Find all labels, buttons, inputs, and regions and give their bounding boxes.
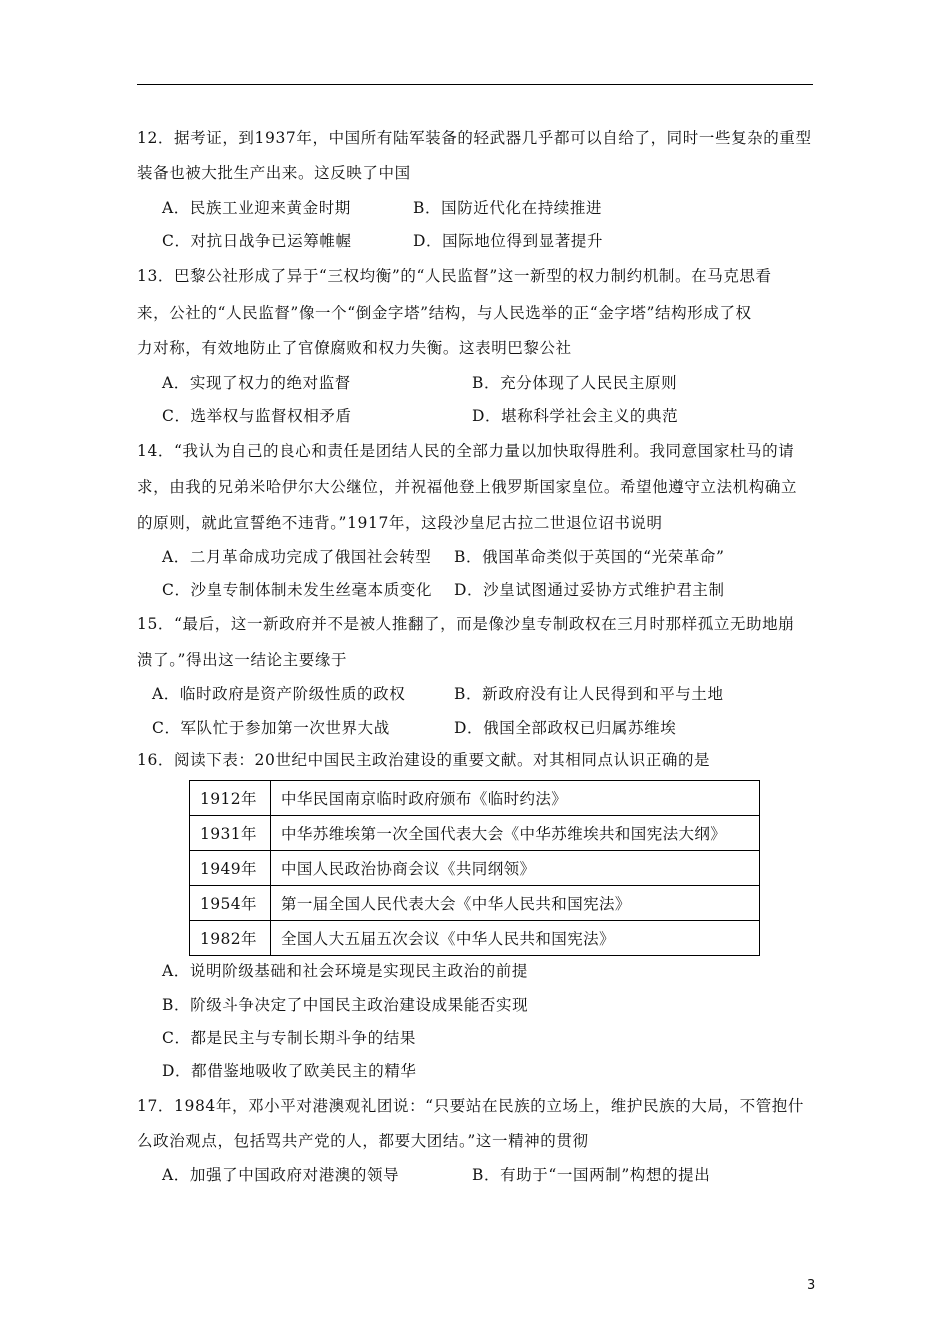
q14-option-b: B．俄国革命类似于英国的“光荣革命” [454, 548, 725, 566]
table-document-cell: 中华民国南京临时政府颁布《临时约法》 [271, 781, 760, 816]
q14-stem-line-2: 求，由我的兄弟米哈伊尔大公继位，并祝福他登上俄罗斯国家皇位。希望他遵守立法机构确立 [137, 478, 798, 496]
q15-option-d: D．俄国全部政权已归属苏维埃 [454, 719, 677, 737]
q12-option-b: B．国防近代化在持续推进 [413, 199, 603, 217]
q13-stem-line-3: 力对称，有效地防止了官僚腐败和权力失衡。这表明巴黎公社 [137, 339, 572, 357]
documents-table [189, 780, 760, 956]
header-rule [137, 84, 813, 85]
q16-option-c: C．都是民主与专制长期斗争的结果 [162, 1029, 416, 1047]
q15-stem-line-2: 溃了。”得出这一结论主要缘于 [137, 651, 348, 669]
q13-option-c: C．选举权与监督权相矛盾 [162, 407, 352, 425]
table-row [190, 851, 760, 886]
q15-stem-line-1: 15．“最后，这一新政府并不是被人推翻了，而是像沙皇专制政权在三月时那样孤立无助地崩 [137, 615, 795, 633]
q14-option-d: D．沙皇试图通过妥协方式维护君主制 [454, 581, 725, 599]
table-year-cell: 1949年 [190, 851, 271, 886]
q12-option-a: A．民族工业迎来黄金时期 [162, 199, 351, 217]
table-row [190, 921, 760, 956]
table-row [190, 816, 760, 851]
table-year-cell: 1982年 [190, 921, 271, 956]
q17-stem-line-1: 17．1984年，邓小平对港澳观礼团说：“只要站在民族的立场上，维护民族的大局，不管抱什 [137, 1097, 804, 1115]
q15-option-b: B．新政府没有让人民得到和平与土地 [454, 685, 724, 703]
q13-stem-line-2: 来，公社的“人民监督”像一个“倒金字塔”结构，与人民选举的正“金字塔”结构形成了权 [137, 304, 752, 322]
q13-option-b: B．充分体现了人民民主原则 [472, 374, 678, 392]
table-row [190, 886, 760, 921]
table-row [190, 781, 760, 816]
q14-option-a: A．二月革命成功完成了俄国社会转型 [162, 548, 432, 566]
table-year-cell: 1912年 [190, 781, 271, 816]
q12-option-c: C．对抗日战争已运筹帷幄 [162, 232, 352, 250]
table-year-cell: 1931年 [190, 816, 271, 851]
table-document-cell: 中国人民政治协商会议《共同纲领》 [271, 851, 760, 886]
q13-option-d: D．堪称科学社会主义的典范 [472, 407, 679, 425]
q17-option-a: A．加强了中国政府对港澳的领导 [162, 1166, 400, 1184]
page-number: 3 [807, 1278, 816, 1293]
table-document-cell: 中华苏维埃第一次全国代表大会《中华苏维埃共和国宪法大纲》 [271, 816, 760, 851]
q14-stem-line-1: 14．“我认为自己的良心和责任是团结人民的全部力量以加快取得胜利。我同意国家杜马的请 [137, 442, 795, 460]
q16-option-a: A．说明阶级基础和社会环境是实现民主政治的前提 [162, 962, 528, 980]
q17-option-b: B．有助于“一国两制”构想的提出 [472, 1166, 711, 1184]
q14-stem-line-3: 的原则，就此宣誓绝不违背。”1917年，这段沙皇尼古拉二世退位诏书说明 [137, 514, 663, 532]
q14-option-c: C．沙皇专制体制未发生丝毫本质变化 [162, 581, 433, 599]
q16-option-b: B．阶级斗争决定了中国民主政治建设成果能否实现 [162, 996, 529, 1014]
q16-stem-line-1: 16．阅读下表：20世纪中国民主政治建设的重要文献。对其相同点认识正确的是 [137, 751, 711, 769]
q12-option-d: D．国际地位得到显著提升 [413, 232, 604, 250]
table-document-cell: 全国人大五届五次会议《中华人民共和国宪法》 [271, 921, 760, 956]
q16-option-d: D．都借鉴地吸收了欧美民主的精华 [162, 1062, 417, 1080]
table-year-cell: 1954年 [190, 886, 271, 921]
q12-stem-line-2: 装备也被大批生产出来。这反映了中国 [137, 164, 411, 182]
q12-stem-line-1: 12．据考证，到1937年，中国所有陆军装备的轻武器几乎都可以自给了，同时一些复杂的重型 [137, 129, 812, 147]
q13-option-a: A．实现了权力的绝对监督 [162, 374, 351, 392]
table-document-cell: 第一届全国人民代表大会《中华人民共和国宪法》 [271, 886, 760, 921]
q15-option-a: A．临时政府是资产阶级性质的政权 [152, 685, 406, 703]
q13-stem-line-1: 13．巴黎公社形成了异于“三权均衡”的“人民监督”这一新型的权力制约机制。在马克思看 [137, 267, 772, 285]
q15-option-c: C．军队忙于参加第一次世界大战 [152, 719, 390, 737]
q17-stem-line-2: 么政治观点，包括骂共产党的人，都要大团结。”这一精神的贯彻 [137, 1132, 589, 1150]
